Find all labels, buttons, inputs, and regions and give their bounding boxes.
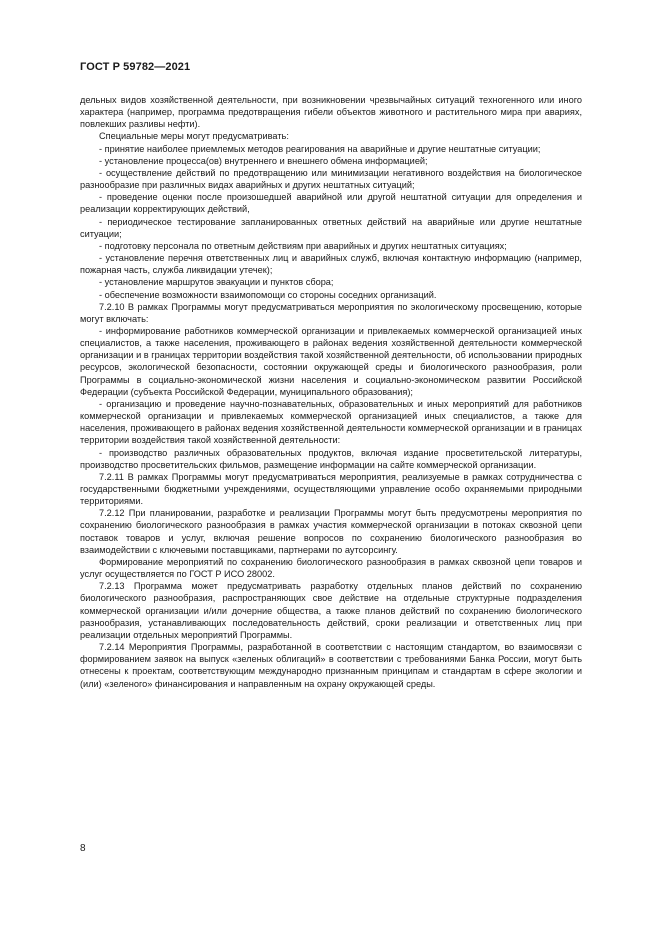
list-item: - установление процесса(ов) внутреннего и внешнего обмена информацией; bbox=[99, 155, 428, 166]
list-item: - периодическое тестирование запланированных ответных действий на аварийные или другие нештатные ситуации; bbox=[80, 216, 582, 239]
list-item: - информирование работников коммерческой организации и привлекаемых коммерческой организацией иных специалистов, а также населения, проживающего в районах ведения хозяйственной деятельности коммерческой организации и в границах территории воздействия такой хозяйственной деятельности, об использовании природных ресурсов, экологической безопасности, состоянии окружающей среды и биологического разнообразия, роли Программы в социально-экономической жизни населения и социально-экономическом развитии Российской Федерации (субъекта Российской Федерации, муниципального образования); bbox=[80, 325, 582, 397]
list-item: - проведение оценки после произошедшей аварийной или другой нештатной ситуации для определения и реализации корректирующих действий, bbox=[80, 192, 582, 215]
document-body bbox=[80, 94, 582, 690]
clause-7-2-12: 7.2.12 При планировании, разработке и реализации Программы могут быть предусмотрены мероприятия по сохранению биологического разнообразия в рамках участия коммерческой организации в потоках сквозной цепи поставок товаров и услуг, включая решение вопросов по сохранению биологического разнообразия во взаимодействии с ключевыми поставщиками, партнерами по аутсорсингу. bbox=[80, 508, 582, 555]
list-item: - организацию и проведение научно-познавательных, образовательных и иных мероприятий для работников коммерческой организации и привлекаемых коммерческой организацией иных специалистов, а также для населения, проживающего в районах ведения хозяйственной деятельности коммерческой организации и в границах территории воздействия такой хозяйственной деятельности: bbox=[80, 398, 582, 446]
list-item: - установление маршрутов эвакуации и пунктов сбора; bbox=[99, 277, 334, 288]
clause-7-2-11: 7.2.11 В рамках Программы могут предусматриваться мероприятия, реализуемые в рамках сотрудничества с государственными бюджетными учреждениями, осуществляющими управление особо охраняемыми природными территориями. bbox=[80, 471, 582, 507]
list-item: - производство различных образовательных продуктов, включая издание просветительской литературы, производство просветительских фильмов, размещение информации на сайте коммерческой организации. bbox=[80, 447, 582, 470]
list-item: - обеспечение возможности взаимопомощи со стороны соседних организаций. bbox=[99, 289, 437, 300]
clause-7-2-14: 7.2.14 Мероприятия Программы, разработанной в соответствии с настоящим стандартом, во взаимосвязи с формированием заявок на выпуск «зеленых облигаций» в соответствии с требованиями Банка России, могут быть отнесены к проектам, соответствующим международно признанным принципам и стандартам в сфере экологии и (или) «зеленого» финансирования и направленным на охрану окружающей среды. bbox=[80, 642, 582, 689]
clause-7-2-10: 7.2.10 В рамках Программы могут предусматриваться мероприятия по экологическому просвещению, которые могут включать: bbox=[80, 301, 582, 324]
clause-7-2-13: 7.2.13 Программа может предусматривать разработку отдельных планов действий по сохранению биологического разнообразия, распространяющих свое действие на отдельные структурные подразделения коммерческой организации и/или дочерние общества, а также планов действий по сохранению биологического разнообразия, устанавливающих последовательность действий, сроки реализации и ответственных лиц при реализации отдельных мероприятий Программы. bbox=[80, 581, 582, 640]
list-item: - подготовку персонала по ответным действиям при аварийных и других нештатных ситуациях; bbox=[99, 240, 507, 251]
paragraph: дельных видов хозяйственной деятельности, при возникновении чрезвычайных ситуаций техногенного или иного характера (например, программа предотвращения гибели объектов животного и растительного мира при авариях, повлекших разливы нефти). bbox=[80, 95, 582, 130]
list-item: - осуществление действий по предотвращению или минимизации негативного воздействия на биологическое разнообразие при различных видах аварийных и других нештатных ситуаций; bbox=[80, 167, 582, 191]
page-number: 8 bbox=[80, 843, 86, 854]
paragraph: Специальные меры могут предусматривать: bbox=[99, 131, 289, 142]
list-item: - принятие наиболее приемлемых методов реагирования на аварийные и другие нештатные ситуации; bbox=[99, 143, 541, 154]
list-item: - установление перечня ответственных лиц и аварийных служб, включая контактную информацию (например, пожарная часть, служба ликвидации утечек); bbox=[80, 253, 582, 276]
paragraph: Формирование мероприятий по сохранению биологического разнообразия в рамках сквозной цепи товаров и услуг осуществляется по ГОСТ Р ИСО 28002. bbox=[80, 556, 582, 580]
document-standard-code: ГОСТ Р 59782—2021 bbox=[80, 61, 191, 73]
